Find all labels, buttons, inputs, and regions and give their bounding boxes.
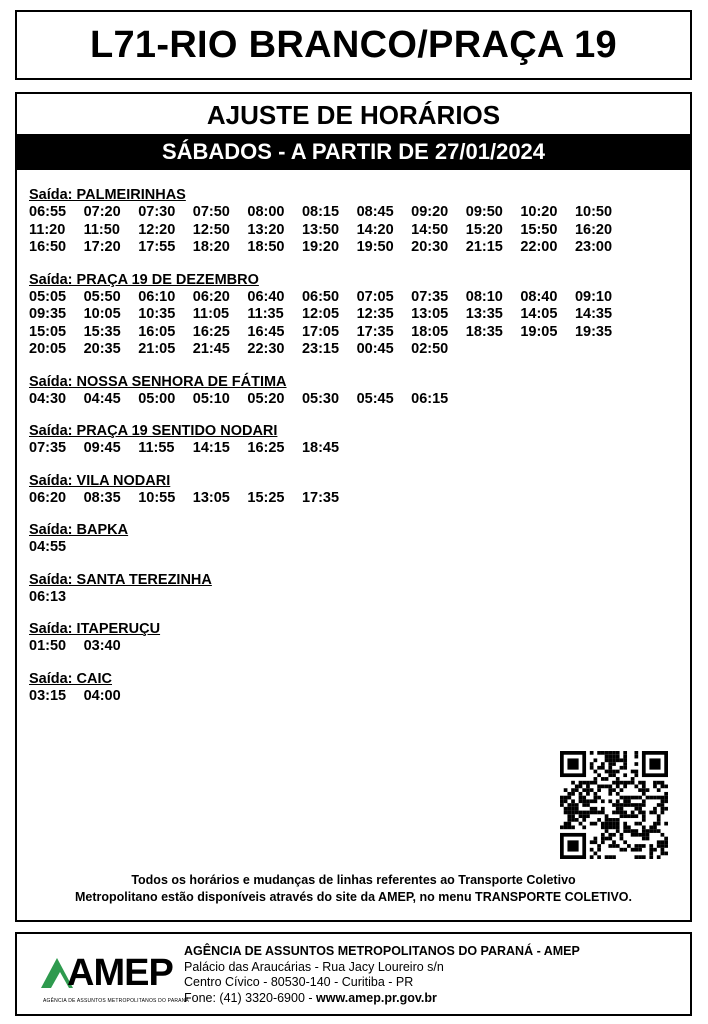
departure-time: 00:45	[356, 341, 394, 357]
schedule-section	[29, 187, 684, 257]
departure-time: 01:50	[29, 638, 67, 654]
times-list	[29, 440, 684, 458]
section-label: Saída: PRAÇA 19 DE DEZEMBRO	[29, 271, 259, 288]
schedule-section	[29, 473, 684, 508]
departure-time: 11:05	[192, 306, 230, 322]
departure-time: 06:55	[29, 204, 67, 220]
departure-time: 23:00	[574, 239, 613, 255]
departure-time: 08:15	[301, 204, 340, 220]
departure-time: 05:20	[247, 390, 285, 407]
departure-time: 04:45	[83, 390, 121, 407]
departure-time: 18:50	[247, 239, 285, 255]
departure-time: 07:50	[192, 204, 230, 220]
departure-time: 15:05	[29, 323, 67, 340]
departure-time: 05:45	[356, 390, 394, 407]
departure-time: 05:00	[138, 390, 176, 407]
departure-time: 22:00	[520, 239, 558, 255]
logo-subtext: AGÊNCIA DE ASSUNTOS METROPOLITANOS DO PARANÁ	[43, 998, 190, 1004]
departure-time: 06:10	[138, 288, 176, 305]
departure-time: 16:20	[574, 221, 613, 238]
departure-time: 07:35	[411, 288, 449, 305]
qr-code-icon[interactable]	[560, 751, 668, 859]
departure-time: 20:30	[411, 239, 449, 255]
section-label: Saída: ITAPERUÇU	[29, 621, 161, 637]
footer	[15, 932, 692, 1016]
departure-time: 06:50	[301, 288, 340, 305]
schedule-band: SÁBADOS - A PARTIR DE 27/01/2024	[17, 134, 690, 170]
departure-time: 08:35	[83, 489, 121, 506]
schedule-section	[29, 671, 684, 706]
departure-time: 14:20	[356, 221, 394, 238]
logo-text: AMEP	[67, 952, 173, 994]
departure-time: 12:05	[301, 306, 340, 322]
departure-time: 10:05	[83, 306, 121, 322]
section-label: Saída: PALMEIRINHAS	[29, 187, 186, 203]
departure-time: 15:25	[247, 489, 285, 506]
schedule-section	[29, 522, 684, 557]
departure-time: 16:45	[247, 323, 285, 340]
departure-time: 17:05	[301, 323, 340, 340]
departure-time: 16:25	[247, 440, 285, 456]
departure-time: 09:45	[83, 440, 121, 456]
departure-time: 04:55	[29, 539, 67, 555]
departure-time: 15:20	[465, 221, 503, 238]
departure-time: 03:15	[29, 687, 67, 704]
departure-time: 13:05	[192, 489, 230, 506]
schedule-section	[29, 572, 684, 607]
departure-time: 12:35	[356, 306, 394, 322]
departure-time: 18:20	[192, 239, 230, 255]
times-list	[29, 589, 684, 607]
departure-time: 19:35	[574, 323, 613, 340]
departure-time: 22:30	[247, 341, 285, 357]
departure-time: 17:55	[138, 239, 176, 255]
info-note	[17, 872, 690, 906]
departure-time: 18:45	[301, 440, 340, 456]
departure-time: 19:20	[301, 239, 340, 255]
departure-time: 20:35	[83, 341, 121, 357]
departure-time: 20:05	[29, 341, 67, 357]
departure-time: 12:50	[192, 221, 230, 238]
departure-time: 16:25	[192, 323, 230, 340]
departure-time: 13:20	[247, 221, 285, 238]
section-label: Saída: PRAÇA 19 SENTIDO NODARI	[29, 423, 278, 439]
section-label: Saída: BAPKA	[29, 522, 129, 538]
schedule-section	[29, 621, 684, 656]
departure-time: 09:20	[411, 204, 449, 220]
departure-time: 14:05	[520, 306, 558, 322]
schedule-section	[29, 374, 684, 409]
departure-time: 09:35	[29, 306, 67, 322]
departure-time: 23:15	[301, 341, 340, 357]
departure-time: 05:50	[83, 288, 121, 305]
departure-time: 16:05	[138, 323, 176, 340]
footer-org-name: AGÊNCIA DE ASSUNTOS METROPOLITANOS DO PARANÁ - AMEP	[184, 944, 580, 958]
section-label: Saída: CAIC	[29, 670, 112, 687]
departure-time: 14:15	[192, 440, 230, 456]
section-label: Saída: VILA NODARI	[29, 472, 171, 489]
departure-time: 09:50	[465, 204, 503, 220]
times-list	[29, 204, 684, 257]
departure-time: 04:30	[29, 390, 67, 407]
departure-time: 13:35	[465, 306, 503, 322]
footer-address1: Palácio das Araucárias - Rua Jacy Loureiro s/n	[184, 959, 444, 974]
departure-time: 14:50	[411, 221, 449, 238]
departure-time: 07:05	[356, 288, 394, 305]
departure-time: 05:05	[29, 288, 67, 305]
footer-phone: Fone: (41) 3320-6900 -	[184, 990, 317, 1005]
departure-time: 13:05	[411, 306, 449, 322]
departure-time: 07:20	[83, 204, 121, 220]
departure-time: 13:50	[301, 221, 340, 238]
departure-time: 11:35	[247, 306, 284, 322]
departure-time: 12:20	[138, 221, 176, 238]
section-label: Saída: NOSSA SENHORA DE FÁTIMA	[29, 373, 287, 390]
times-list	[29, 391, 684, 409]
departure-time: 17:35	[356, 323, 394, 340]
schedule-section	[29, 272, 684, 359]
departure-time: 16:50	[29, 239, 67, 255]
departure-time: 10:35	[138, 306, 176, 322]
departure-time: 18:35	[465, 323, 503, 340]
departure-time: 10:20	[520, 204, 558, 220]
departure-time: 04:00	[83, 687, 121, 704]
departure-time: 21:05	[138, 341, 176, 357]
page-title: L71-RIO BRANCO/PRAÇA 19	[89, 23, 617, 66]
footer-site-link[interactable]: www.amep.pr.gov.br	[316, 990, 437, 1005]
times-list	[29, 688, 684, 706]
departure-time: 07:35	[29, 440, 67, 456]
section-label: Saída: SANTA TEREZINHA	[29, 571, 212, 588]
departure-time: 09:10	[574, 288, 613, 305]
departure-time: 03:40	[83, 638, 121, 654]
times-list	[29, 289, 684, 359]
schedule-section	[29, 423, 684, 458]
departure-time: 10:55	[138, 489, 176, 506]
info-note-line2: Metropolitano estão disponíveis através do site da AMEP, no menu TRANSPORTE COLETIVO.	[74, 890, 633, 904]
departure-time: 21:45	[192, 341, 230, 357]
amep-logo-icon	[27, 942, 190, 1006]
times-list	[29, 539, 684, 557]
departure-time: 06:20	[192, 288, 230, 305]
departure-time: 11:50	[83, 221, 120, 238]
departure-time: 19:50	[356, 239, 394, 255]
departure-time: 11:55	[138, 440, 175, 456]
departure-time: 08:40	[520, 288, 558, 305]
schedule-panel	[15, 92, 692, 922]
departure-time: 11:20	[29, 221, 66, 238]
departure-time: 14:35	[574, 306, 613, 322]
departure-time: 06:20	[29, 489, 67, 506]
departure-time: 17:20	[83, 239, 121, 255]
departure-time: 10:50	[574, 204, 613, 220]
footer-info	[184, 944, 580, 1006]
info-note-line1: Todos os horários e mudanças de linhas referentes ao Transporte Coletivo	[131, 873, 576, 887]
departure-time: 05:10	[192, 390, 230, 407]
footer-address2: Centro Cívico - 80530-140 - Curitiba - PR	[184, 975, 414, 989]
times-list	[29, 638, 684, 656]
departure-time: 08:00	[247, 204, 285, 220]
departure-time: 21:15	[465, 239, 503, 255]
departure-time: 15:35	[83, 323, 121, 340]
schedule-subtitle: AJUSTE DE HORÁRIOS	[206, 100, 501, 130]
departure-time: 05:30	[301, 390, 340, 407]
departure-time: 02:50	[411, 341, 449, 357]
departure-time: 18:05	[411, 323, 449, 340]
footer-phone-line	[184, 991, 580, 1007]
departure-time: 07:30	[138, 204, 176, 220]
departure-time: 08:10	[465, 288, 503, 305]
departure-time: 06:40	[247, 288, 285, 305]
times-list	[29, 490, 684, 508]
departure-time: 08:45	[356, 204, 394, 220]
title-box	[15, 10, 692, 80]
departure-time: 06:13	[29, 588, 67, 605]
departure-time: 17:35	[301, 489, 340, 506]
schedule-sections	[29, 187, 684, 720]
departure-time: 06:15	[411, 390, 449, 407]
departure-time: 15:50	[520, 221, 558, 238]
departure-time: 19:05	[520, 323, 558, 340]
